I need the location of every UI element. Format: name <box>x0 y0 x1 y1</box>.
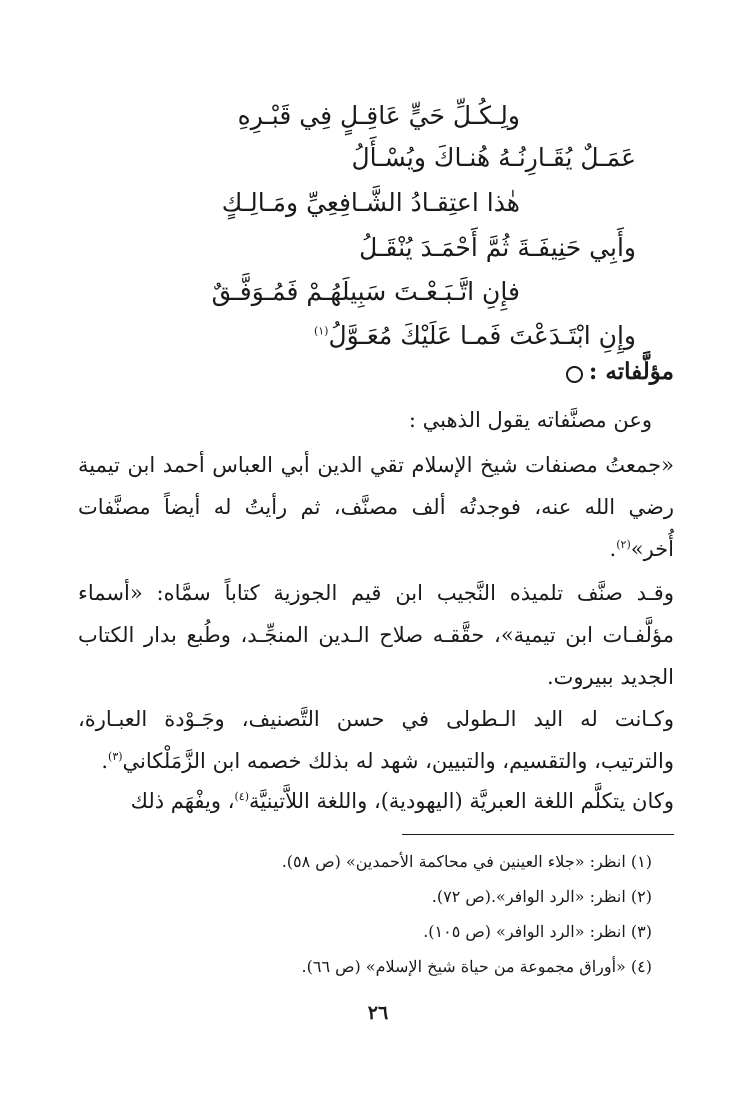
poem-line-4: وأَبِي حَنِيفَـةَ ثُمَّ أَحْمَـدَ يُنْقَـلُ <box>359 233 636 262</box>
paragraph-languages-text-b: ، ويفْهَم ذلك <box>130 789 235 813</box>
poem-line-6 <box>314 316 636 356</box>
intro-line: وعن مصنَّفاته يقول الذهبي : <box>408 408 652 432</box>
poem-line-1: ولِـكُـلِّ حَيٍّ عَاقِـلٍ فِي قَبْـرِهِ <box>237 101 520 130</box>
footnote-marker-2: (٢) <box>616 538 631 551</box>
footnote-1: (١) انظر: «جلاء العينين في محاكمة الأحمدين» (ص ٥٨). <box>281 852 652 871</box>
section-heading-text: مؤلَّفاته : <box>588 358 674 385</box>
footnote-divider <box>402 834 674 835</box>
paragraph-languages <box>131 784 674 818</box>
paragraph-writing-style-text: وكـانت له اليد الـطولى في حسن التَّصنيف، وجَـوْدة العبـارة، والترتيب، والتقسيم، والتبيين، شهد له بذلك خصمه ابن الزَّمَلْكاني <box>78 707 674 773</box>
footnote-2: (٢) انظر: «الرد الوافر».(ص ٧٢). <box>431 887 652 906</box>
paragraph-ibn-qayyim: وقـد صنَّف تلميذه النَّجيب ابن قيم الجوزية كتاباً سمَّاه: «أسماء مؤلَّفـات ابن تيمية»، حقَّقـه صلاح الـدين المنجِّـد، وطُبع بدار الكتاب الجديد ببيروت. <box>78 581 674 689</box>
section-heading <box>566 354 674 390</box>
quote-text: «جمعتُ مصنفات شيخ الإسلام تقي الدين أبي العباس أحمد ابن تيمية رضي الله عنه، فوجدتُه ألف مصنَّف، ثم رأيتُ له أيضاً مصنَّفات أُخر» <box>78 453 674 561</box>
footnote-marker-1: (١) <box>313 324 329 338</box>
paragraph-writing-style-end: . <box>101 749 109 773</box>
footnote-marker-3: (٣) <box>108 750 123 763</box>
poem-line-3: هٰذا اعتِقـادُ الشَّـافِعِيِّ ومَـالِـكٍ <box>221 188 520 217</box>
footnote-4: (٤) «أوراق مجموعة من حياة شيخ الإسلام» (ص ٦٦). <box>301 957 652 976</box>
poem-line-6-text: وإِنِ ابْتَـدَعْتَ فَمـا عَلَيْكَ مُعَـوَّلُ <box>328 321 636 350</box>
footnote-3: (٣) انظر: «الرد الوافر» (ص ١٠٥). <box>423 922 652 941</box>
quote-end: . <box>609 537 617 561</box>
footnote-marker-4: (٤) <box>234 790 249 803</box>
paragraph-writing-style <box>78 698 674 782</box>
circle-bullet-icon <box>566 366 583 383</box>
poem-line-5: فإِنِ اتَّـبَـعْـتَ سَبِيلَهُـمْ فَمُـوَفَّـقٌ <box>211 277 520 306</box>
quote-paragraph <box>78 444 674 570</box>
page-number: ٢٦ <box>367 1002 389 1024</box>
poem-line-2: عَمَـلٌ يُقَـارِنُـهُ هُنـاكَ ويُسْـأَلُ <box>351 143 636 172</box>
paragraph-languages-text-a: وكان يتكلَّم اللغة العبريَّة (اليهودية)، واللغة اللاَّتينيَّة <box>249 789 674 813</box>
